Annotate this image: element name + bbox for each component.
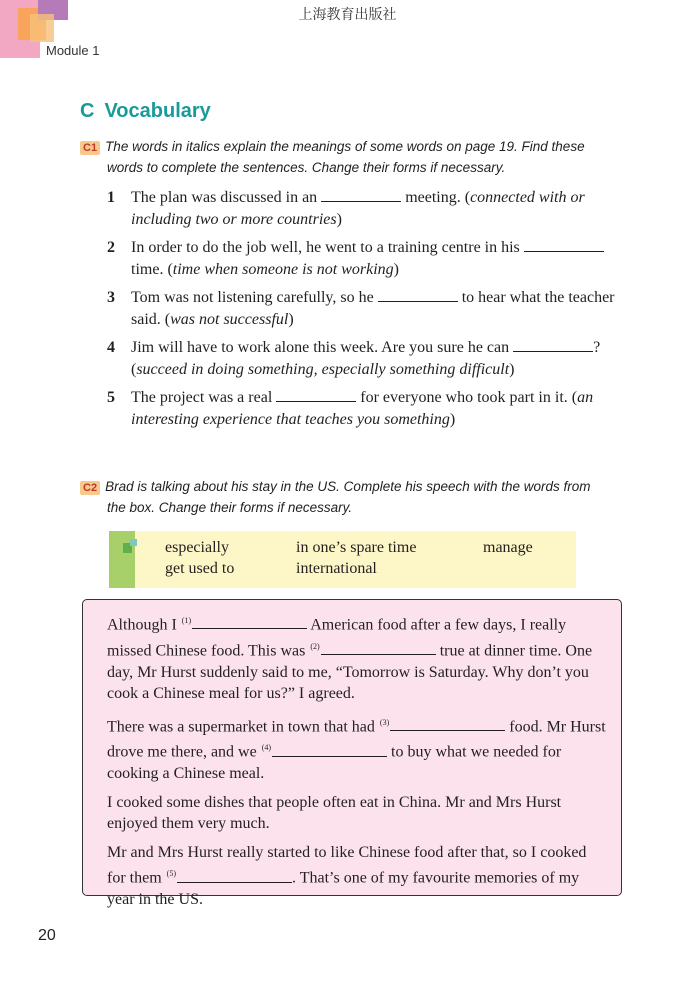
answer-blank[interactable] [321, 642, 436, 655]
answer-blank[interactable] [513, 339, 593, 352]
box-word: get used to [165, 560, 235, 577]
answer-blank[interactable] [524, 239, 604, 252]
box-word: in one’s spare time [296, 539, 417, 556]
squares-icon [123, 539, 137, 553]
page-number: 20 [38, 927, 56, 944]
speech-paragraph: Although I $^{(1)}$ American food after a few days, I really missed Chinese food. This was $^{(2)}$ true at dinner time. One day, Mr Hurst suddenly said to me, “Tomorrow is Saturday. Why don’t you cook a Chinese meal for us?” I agreed. [107, 616, 593, 703]
word-box [109, 531, 576, 588]
answer-blank[interactable] [321, 189, 401, 202]
box-word: international [296, 560, 377, 577]
exercise-item-2: 2 In order to do the job well, he went to a training centre in his time. (time when someone is not working) [107, 237, 627, 280]
exercise-item-4: 4 Jim will have to work alone this week. Are you sure he can ? (succeed in doing something, especially something difficult) [107, 339, 601, 378]
section-letter: C [80, 100, 95, 122]
box-word: manage [483, 539, 533, 556]
speech-box [82, 599, 622, 909]
answer-blank[interactable] [378, 289, 458, 302]
exercise-item-1: 1 The plan was discussed in an meeting. (connected with or including two or more countries) [107, 189, 585, 228]
answer-blank[interactable] [390, 718, 505, 731]
section-title [80, 100, 211, 123]
module-label: Module 1 [46, 43, 100, 58]
exercise-item-5: 5 The project was a real for everyone who took part in it. (an interesting experience that teaches you something) [107, 389, 594, 428]
speech-paragraph: I cooked some dishes that people often eat in China. Mr and Mrs Hurst enjoyed them very much. [107, 793, 562, 833]
speech-paragraph: Mr and Mrs Hurst really started to like Chinese food after that, so I cooked for them $^{(5)}$ . That’s one of my favourite memories of my year in the US. [107, 843, 587, 909]
c1-tag: C1 [80, 141, 100, 155]
c1-instruction: C1 The words in italics explain the meanings of some words on page 19. Find these words to complete the sentences. Change their forms if necessary. [80, 136, 620, 178]
section-name: Vocabulary [104, 100, 211, 122]
answer-blank[interactable] [192, 616, 307, 629]
answer-blank[interactable] [177, 870, 292, 883]
speech-paragraph: There was a supermarket in town that had $^{(3)}$ food. Mr Hurst drove me there, and we $^{(4)}$ to buy what we needed for cooking a Chinese meal. [107, 717, 606, 783]
answer-blank[interactable] [276, 389, 356, 402]
exercise-item-3: 3 Tom was not listening carefully, so he to hear what the teacher said. (was not successful) [107, 289, 615, 328]
c1-exercise-list [107, 187, 627, 437]
box-word: especially [165, 539, 229, 556]
c2-tag: C2 [80, 481, 100, 495]
answer-blank[interactable] [272, 744, 387, 757]
publisher-header: 上海教育出版社 [298, 7, 397, 23]
c2-instruction: C2 Brad is talking about his stay in the US. Complete his speech with the words from the box. Change their forms if necessary. [80, 476, 620, 518]
